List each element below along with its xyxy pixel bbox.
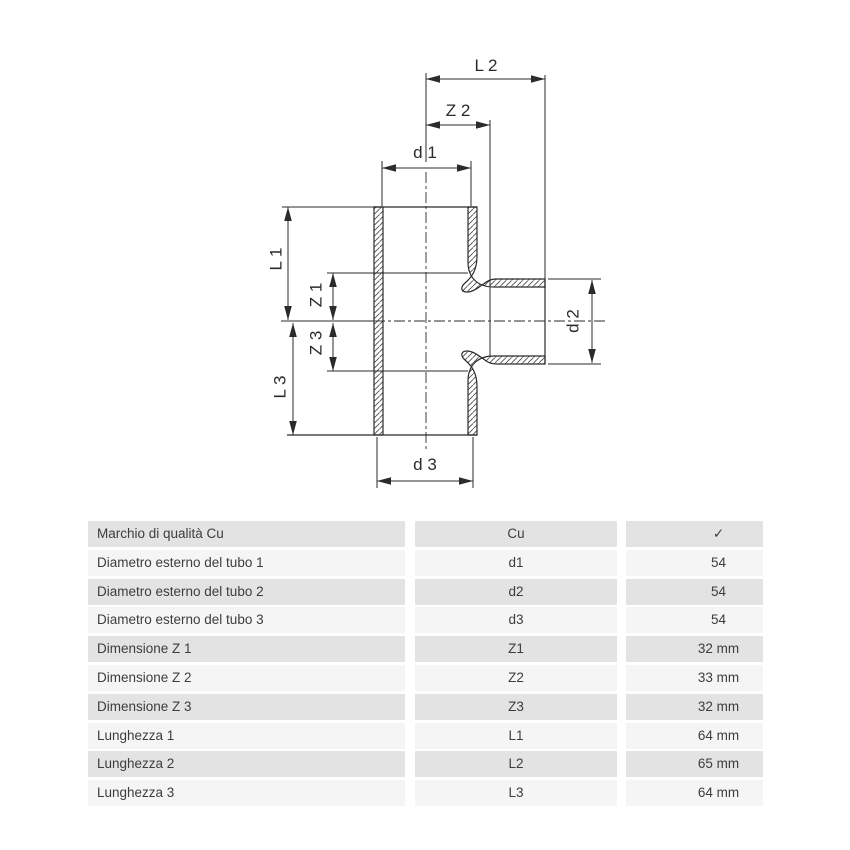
spec-value-cell: 64 mm bbox=[626, 780, 763, 806]
spec-label-cell: Dimensione Z 2 bbox=[88, 665, 405, 691]
spec-code-cell: Cu bbox=[415, 521, 617, 547]
spec-label-cell: Diametro esterno del tubo 3 bbox=[88, 607, 405, 633]
spec-label-cell: Marchio di qualità Cu bbox=[88, 521, 405, 547]
spec-label-cell: Diametro esterno del tubo 1 bbox=[88, 550, 405, 576]
dim-label-L1: L 1 bbox=[266, 247, 286, 271]
spec-label-cell: Lunghezza 3 bbox=[88, 780, 405, 806]
table-row bbox=[88, 723, 763, 749]
spec-value-cell: 65 mm bbox=[626, 751, 763, 777]
dim-label-d1: d 1 bbox=[413, 143, 437, 162]
spec-label-cell: Dimensione Z 1 bbox=[88, 636, 405, 662]
table-row bbox=[88, 550, 763, 576]
extension-lines bbox=[281, 73, 601, 488]
spec-value-cell: 54 bbox=[626, 550, 763, 576]
spec-value-cell: 54 bbox=[626, 607, 763, 633]
dimension-arrowheads bbox=[284, 75, 596, 485]
spec-code-cell: d1 bbox=[415, 550, 617, 576]
spec-code-cell: L1 bbox=[415, 723, 617, 749]
spec-code-cell: Z3 bbox=[415, 694, 617, 720]
spec-value-cell: 33 mm bbox=[626, 665, 763, 691]
spec-value-cell: ✓ bbox=[626, 521, 763, 547]
spec-label-cell: Lunghezza 1 bbox=[88, 723, 405, 749]
table-row bbox=[88, 780, 763, 806]
table-row bbox=[88, 521, 763, 547]
spec-label-cell: Diametro esterno del tubo 2 bbox=[88, 579, 405, 605]
spec-code-cell: L3 bbox=[415, 780, 617, 806]
spec-code-cell: Z2 bbox=[415, 665, 617, 691]
spec-value-cell: 54 bbox=[626, 579, 763, 605]
dim-label-Z2: Z 2 bbox=[445, 101, 471, 120]
specification-table bbox=[88, 521, 763, 809]
table-row bbox=[88, 636, 763, 662]
dimension-labels bbox=[267, 56, 583, 474]
dim-label-d3: d 3 bbox=[413, 455, 437, 474]
dim-label-d2: d 2 bbox=[563, 309, 583, 333]
table-row bbox=[88, 607, 763, 633]
table-row bbox=[88, 694, 763, 720]
spec-label-cell: Lunghezza 2 bbox=[88, 751, 405, 777]
spec-label-cell: Dimensione Z 3 bbox=[88, 694, 405, 720]
right-wall-bottom bbox=[462, 351, 545, 435]
right-wall-top bbox=[462, 207, 545, 292]
dim-label-L2: L 2 bbox=[474, 56, 498, 75]
dim-label-Z1: Z 1 bbox=[306, 282, 326, 308]
dim-label-Z3: Z 3 bbox=[306, 330, 326, 356]
table-row bbox=[88, 751, 763, 777]
spec-code-cell: d2 bbox=[415, 579, 617, 605]
spec-value-cell: 32 mm bbox=[626, 636, 763, 662]
spec-code-cell: L2 bbox=[415, 751, 617, 777]
spec-code-cell: Z1 bbox=[415, 636, 617, 662]
table-row bbox=[88, 579, 763, 605]
table-row bbox=[88, 665, 763, 691]
spec-value-cell: 32 mm bbox=[626, 694, 763, 720]
spec-code-cell: d3 bbox=[415, 607, 617, 633]
spec-value-cell: 64 mm bbox=[626, 723, 763, 749]
dim-label-L3: L 3 bbox=[270, 375, 290, 399]
